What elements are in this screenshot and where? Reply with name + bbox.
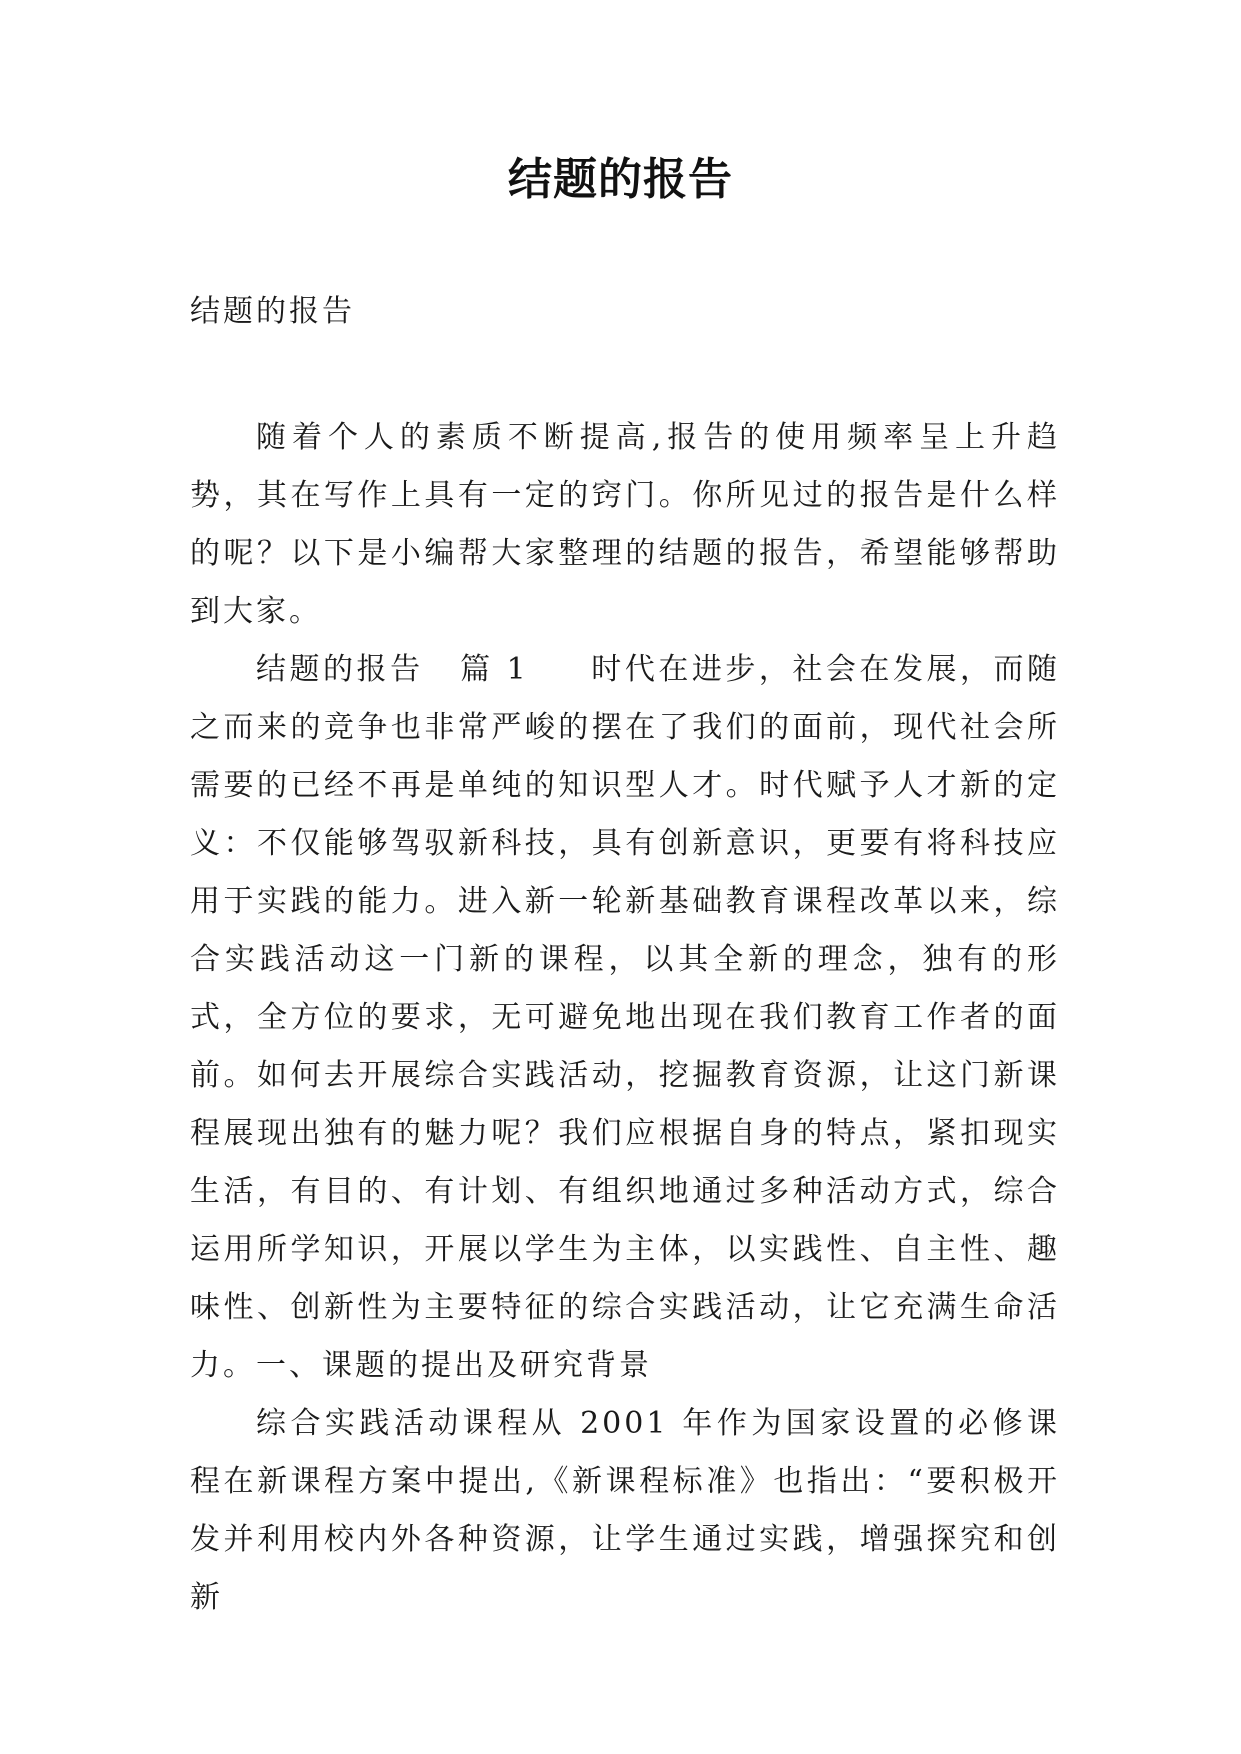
section-text: 时代在进步，社会在发展，而随之而来的竞争也非常严峻的摆在了我们的面前，现代社会所需要的已经不再是单纯的知识型人才。时代赋予人才新的定义：不仅能够驾驭新科技，具有创新意识，更要有将科技应用于实践的能力。进入新一轮新基础教育课程改革以来，综合实践活动这一门新的课程，以其全新的理念，独有的形式，全方位的要求，无可避免地出现在我们教育工作者的面前。如何去开展综合实践活动，挖掘教育资源，让这门新课程展现出独有的魅力呢？我们应根据自身的特点，紧扣现实生活，有目的、有计划、有组织地通过多种活动方式，综合运用所学知识，开展以学生为主体，以实践性、自主性、趣味性、创新性为主要特征的综合实践活动，让它充满生命活力。一、课题的提出及研究背景: [190, 652, 1061, 1383]
intro-paragraph: 随着个人的素质不断提高,报告的使用频率呈上升趋势，其在写作上具有一定的窍门。你所见过的报告是什么样的呢？以下是小编帮大家整理的结题的报告，希望能够帮助到大家。: [190, 420, 1060, 629]
document-subtitle: 结题的报告: [190, 294, 355, 329]
section-heading: 结题的报告: [256, 652, 424, 687]
paragraph-3: 综合实践活动课程从 2001 年作为国家设置的必修课程在新课程方案中提出,《新课程标准》也指出：“要积极开发并利用校内外各种资源，让学生通过实践，增强探究和创新: [190, 1406, 1060, 1615]
document-body: [190, 409, 1060, 1627]
section-paragraph: [190, 641, 1060, 1395]
section-label: 篇 1: [459, 652, 529, 687]
document-title: 结题的报告: [508, 154, 733, 205]
